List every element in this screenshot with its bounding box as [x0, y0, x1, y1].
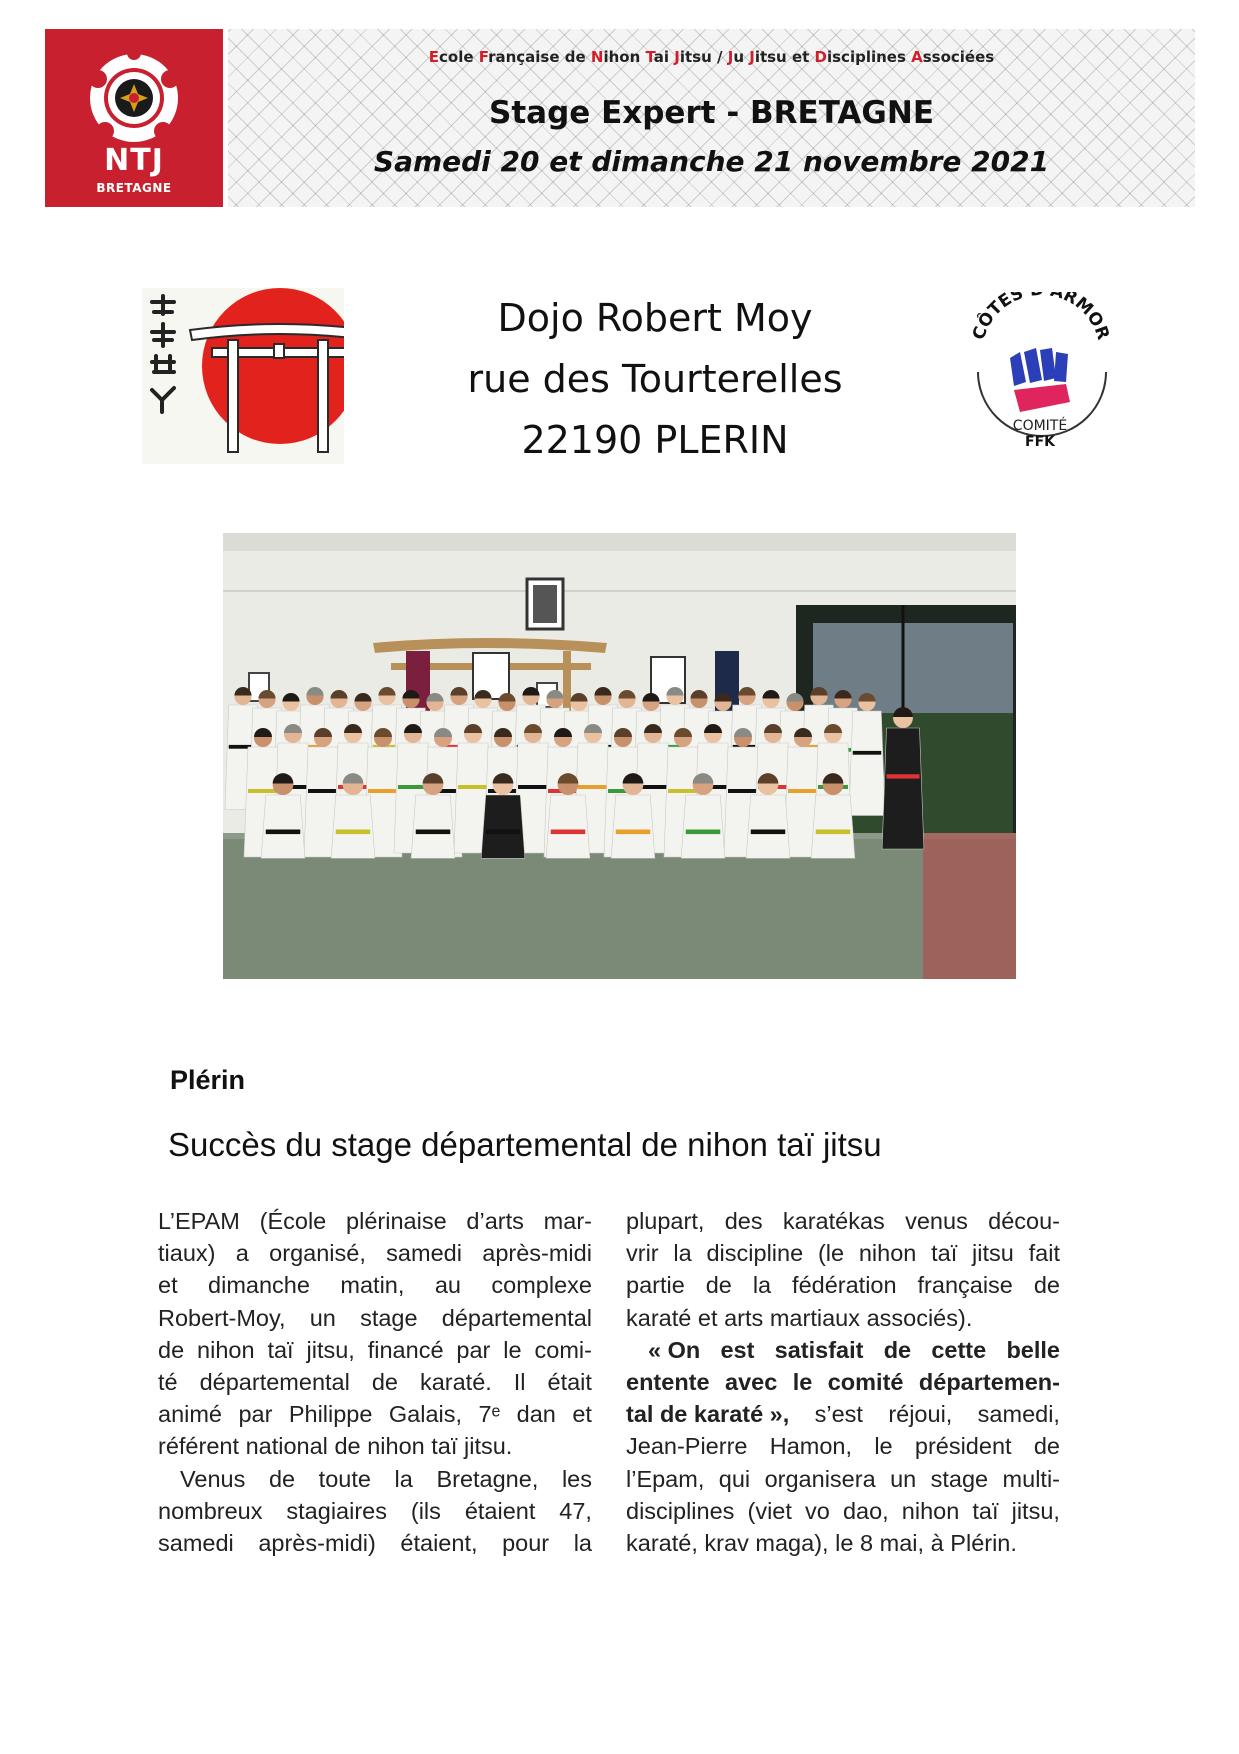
article-word: jitsu, [306, 1336, 355, 1363]
dojo-logo [142, 288, 344, 464]
org-name-part: F [478, 48, 489, 66]
article-word: organisera [764, 1465, 876, 1492]
article-word: dan [516, 1401, 556, 1428]
article-word: la [573, 1529, 592, 1556]
article-word: jitsu. [464, 1433, 513, 1460]
organization-name [228, 48, 1195, 66]
article-line [158, 1334, 592, 1366]
org-name-part: itsu et [754, 48, 815, 66]
article-word: de [1033, 1433, 1060, 1460]
org-name-part: T [645, 48, 654, 66]
ffk-cotes-darmor-logo [960, 292, 1120, 462]
article-word: samedi [158, 1529, 234, 1556]
article-word: karatékas [782, 1208, 885, 1234]
article-word: taï [267, 1336, 294, 1363]
article-word: des [724, 1208, 763, 1234]
ffk-arc-text: CÔTES ARMOR [968, 292, 1114, 343]
org-name-part: ai [653, 48, 675, 66]
article-word: krav [704, 1529, 749, 1556]
article-word: jitsu [972, 1240, 1014, 1267]
article-word: dimanche [208, 1272, 310, 1299]
article-word: le [874, 1433, 893, 1460]
venue-address [380, 288, 930, 471]
article-word: complexe [491, 1272, 592, 1299]
article-word: réjoui, [888, 1401, 953, 1428]
article-word: comité [827, 1368, 904, 1395]
article-word: 8 [860, 1529, 874, 1556]
article-word: départemental [199, 1368, 350, 1395]
article-word: à [930, 1529, 944, 1556]
article-word: karaté, [626, 1529, 698, 1556]
article-line [626, 1334, 1060, 1366]
article-word: financé [367, 1336, 444, 1363]
venue-name: Dojo Robert Moy [497, 296, 813, 340]
article-word: arts [724, 1304, 764, 1331]
article-word: « On [648, 1336, 701, 1363]
photo-person [849, 693, 885, 816]
article-word: est [720, 1336, 755, 1363]
article-line [626, 1205, 1060, 1237]
article-word: la [394, 1465, 413, 1492]
article-line [158, 1495, 592, 1527]
article-word: Il [513, 1368, 526, 1395]
article-word: après-midi) [258, 1529, 376, 1556]
article-word: pour [502, 1529, 550, 1556]
article-word: stagiaires [286, 1497, 387, 1524]
article-word: vo [805, 1497, 830, 1524]
article-word: fait [1028, 1240, 1060, 1267]
article-place: Plérin [170, 1065, 246, 1095]
org-name-part: cole [439, 48, 479, 66]
article-word: fédération [792, 1272, 897, 1299]
article-word: étaient [464, 1497, 536, 1524]
article-word: Venus [180, 1465, 246, 1492]
article-word: (ils [410, 1497, 441, 1524]
article-line [158, 1366, 592, 1398]
event-title: Stage Expert - BRETAGNE [489, 95, 934, 131]
article-word: disciplines [626, 1497, 735, 1524]
article-word: samedi [386, 1240, 462, 1267]
article-word: nihon [197, 1336, 255, 1363]
article-word: comi- [534, 1336, 592, 1363]
article-line [158, 1463, 592, 1495]
article-word: taï [431, 1433, 458, 1460]
org-name-part: E [428, 48, 440, 66]
article-word: avec [725, 1368, 778, 1395]
article-line [626, 1430, 1060, 1462]
article-word: mai, [879, 1529, 925, 1556]
article-word: Robert-Moy, [158, 1304, 286, 1331]
article-word: tiaux) [158, 1240, 216, 1267]
article-word: karaté. [419, 1368, 492, 1395]
article-word: stage [360, 1304, 418, 1331]
article-word: Hamon, [769, 1433, 853, 1460]
article-line [158, 1237, 592, 1269]
article-line [158, 1302, 592, 1334]
article-word: martiaux [769, 1304, 860, 1331]
article-word: les [561, 1465, 592, 1492]
article-word: vrir [626, 1240, 659, 1267]
article-word: 7ᵉ [478, 1401, 501, 1428]
article-line [626, 1366, 1060, 1398]
org-name-part: isciplines [826, 48, 912, 66]
article-word: de [268, 1465, 296, 1492]
article-column-right [626, 1205, 1060, 1559]
article-word: (viet [747, 1497, 792, 1524]
article-word: de [883, 1336, 912, 1363]
article-word: matin, [340, 1272, 405, 1299]
article-word: partie [626, 1272, 685, 1299]
article-word: président [914, 1433, 1012, 1460]
article-word: et [158, 1272, 178, 1299]
org-name-part: rançaise de [488, 48, 591, 66]
article-word: nombreux [158, 1497, 263, 1524]
article-line [158, 1430, 592, 1462]
article-word: maga), [755, 1529, 829, 1556]
article-word: qui [718, 1465, 751, 1492]
article-word: 47, [559, 1497, 592, 1524]
article-word: décou- [988, 1208, 1060, 1234]
article-word: (École [259, 1208, 327, 1234]
article-word: la [752, 1272, 772, 1299]
article-word: un [890, 1465, 917, 1492]
article-word: L’EPAM [158, 1208, 240, 1234]
article-word: (le [817, 1240, 845, 1267]
org-name-part: D [814, 48, 827, 66]
article-word: un [309, 1304, 336, 1331]
article-word: Bretagne, [436, 1465, 539, 1492]
org-name-part: N [590, 48, 604, 66]
article-line [626, 1398, 1060, 1430]
ntj-emblem-icon [85, 49, 183, 147]
org-name-part: ihon [603, 48, 646, 66]
article-word: mar- [543, 1208, 592, 1234]
article-word: taï [931, 1240, 958, 1267]
article-word: stage [930, 1465, 989, 1492]
org-name-part: itsu / [679, 48, 728, 66]
article-word: tal de karaté », [626, 1401, 790, 1428]
article-word: nihon [858, 1240, 917, 1267]
article-word: de [705, 1272, 732, 1299]
article-word: étaient, [400, 1529, 478, 1556]
article-word: au [434, 1272, 461, 1299]
article-word: animé [158, 1401, 223, 1428]
article-line [158, 1398, 592, 1430]
article-word: de [334, 1433, 361, 1460]
article-line [626, 1527, 1060, 1559]
article-word: Galais, [388, 1401, 463, 1428]
org-name-part: J [727, 48, 734, 66]
article-word: de [158, 1336, 185, 1363]
article-word: nihon [901, 1497, 960, 1524]
article-word: entente [626, 1368, 710, 1395]
article-title: Succès du stage départemental de nihon taï jitsu [168, 1126, 882, 1163]
article-word: venus [905, 1208, 968, 1234]
article-word: plérinaise [346, 1208, 447, 1234]
article-word: et [697, 1304, 718, 1331]
org-name-part: ssociées [922, 48, 995, 66]
article-word: et [572, 1401, 592, 1428]
ntj-bretagne-logo [45, 29, 223, 207]
article-word: Philippe [288, 1401, 373, 1428]
article-line [626, 1495, 1060, 1527]
article-word: té [158, 1368, 178, 1395]
logo-ntj-text: NTJ [104, 143, 164, 178]
article-word: associés). [866, 1304, 973, 1331]
article-word: plupart, [626, 1208, 705, 1234]
article-word: a [235, 1240, 249, 1267]
article-word: s’est [814, 1401, 863, 1428]
article-word: la [673, 1240, 692, 1267]
article-word: belle [1006, 1336, 1060, 1363]
article-word: satisfait [774, 1336, 864, 1363]
article-word: le [503, 1336, 522, 1363]
article-word: taï [972, 1497, 999, 1524]
org-name-part: A [911, 48, 923, 66]
article-word: de [1033, 1272, 1060, 1299]
article-word: organisé, [269, 1240, 366, 1267]
article-word: d’arts [466, 1208, 524, 1234]
article-word: départemental [441, 1304, 592, 1331]
article-word: Plérin. [950, 1529, 1017, 1556]
article-word: jitsu, [1011, 1497, 1060, 1524]
article-word: l’Epam, [626, 1465, 705, 1492]
article-word: national [245, 1433, 328, 1460]
article-word: le [835, 1529, 854, 1556]
article-word: discipline [706, 1240, 804, 1267]
article-word: multi- [1002, 1465, 1060, 1492]
header-banner [228, 29, 1195, 207]
article-word: dao, [842, 1497, 889, 1524]
org-name-part: u [733, 48, 750, 66]
article-line [626, 1463, 1060, 1495]
article-word: référent [158, 1433, 239, 1460]
org-name-part: J [749, 48, 755, 66]
article-word: cette [931, 1336, 987, 1363]
svg-text:CÔTES D'ARMOR [969, 292, 1113, 342]
article-line [158, 1527, 592, 1559]
article-word: par [238, 1401, 273, 1428]
article-line [158, 1269, 592, 1301]
event-date: Samedi 20 et dimanche 21 novembre 2021 [373, 145, 1050, 178]
org-name-part: J [674, 48, 680, 66]
article-line [626, 1269, 1060, 1301]
article-line [626, 1302, 1060, 1334]
article-word: karaté [626, 1304, 692, 1331]
article-line [626, 1237, 1060, 1269]
article-word: samedi, [977, 1401, 1060, 1428]
article-word: le [792, 1368, 813, 1395]
article-column-left [158, 1205, 592, 1559]
article-line [158, 1205, 592, 1237]
venue-street: rue des Tourterelles [467, 357, 843, 401]
ffk-label-comite: COMITÉ [1012, 418, 1068, 434]
photo-person [882, 707, 924, 849]
article-word: toute [318, 1465, 371, 1492]
article-word: après-midi [482, 1240, 592, 1267]
article-word: départemen- [918, 1368, 1060, 1395]
article-word: par [456, 1336, 491, 1363]
ffk-label-ffk: FFK [1025, 434, 1055, 450]
article-word: Jean-Pierre [626, 1433, 748, 1460]
article-word: nihon [367, 1433, 425, 1460]
article-word: française [917, 1272, 1013, 1299]
venue-city: 22190 PLERIN [521, 418, 789, 462]
article-word: était [547, 1368, 592, 1395]
group-photo [223, 533, 1016, 979]
article-word: de [371, 1368, 398, 1395]
logo-region-text: BRETAGNE [96, 181, 172, 195]
